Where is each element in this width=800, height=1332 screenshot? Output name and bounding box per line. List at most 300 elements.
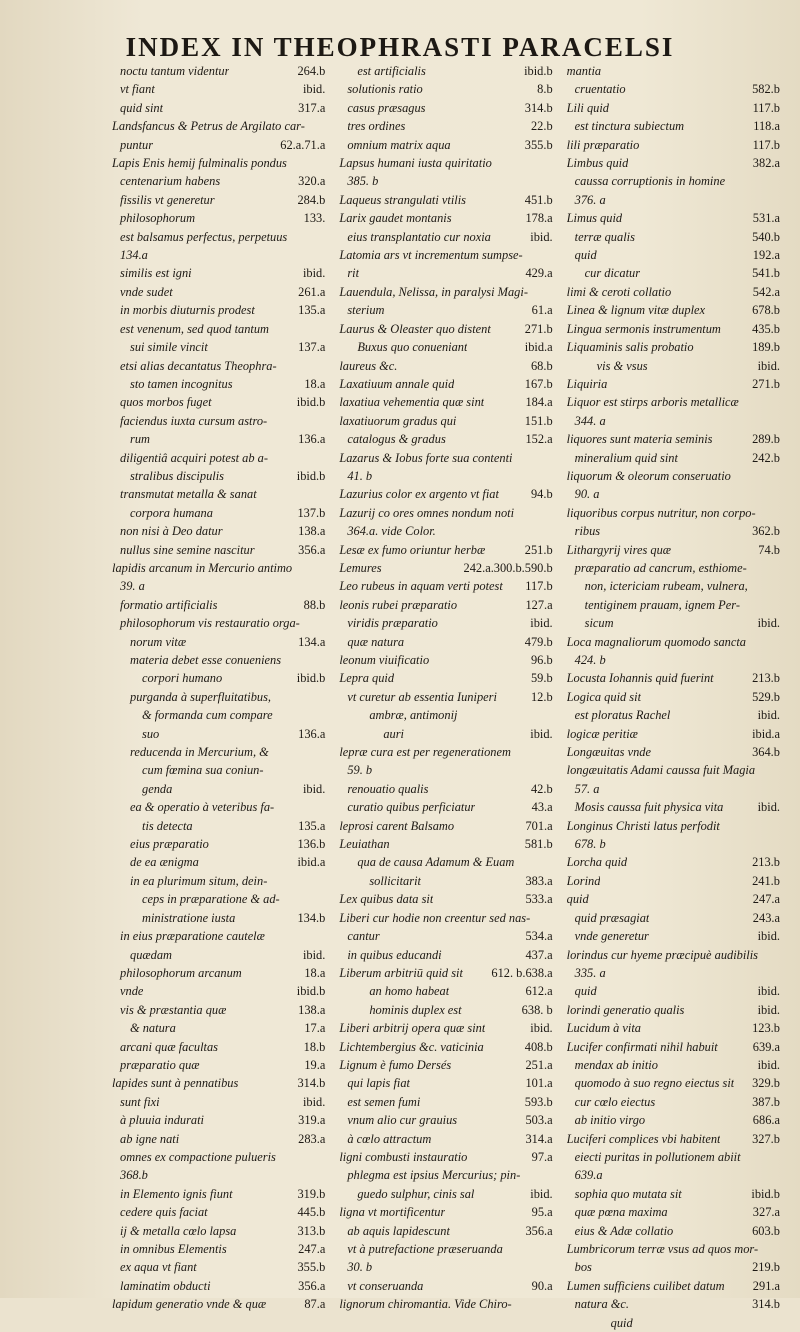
index-entry — [567, 1203, 780, 1221]
index-entry — [567, 1185, 780, 1203]
index-entry — [112, 725, 325, 743]
index-entry — [339, 99, 552, 117]
entry-page-ref: 134.a — [298, 634, 326, 649]
entry-term: ab igne nati — [120, 1131, 180, 1146]
entry-term: Lazarus & Iobus forte sua contenti — [339, 450, 513, 465]
index-entry — [339, 927, 552, 945]
index-entry — [339, 1074, 552, 1092]
entry-term: quid — [574, 248, 597, 263]
entry-page-ref: 271.b — [524, 321, 553, 336]
entry-term: sui simile vincit — [130, 340, 208, 355]
entry-term: solutionis ratio — [347, 82, 423, 97]
entry-page-ref: 314.b — [297, 1076, 326, 1091]
index-entry — [567, 596, 780, 614]
index-entry — [567, 688, 780, 706]
index-entry — [112, 614, 325, 632]
entry-page-ref: 327.a — [752, 1205, 780, 1220]
entry-term: est balsamus perfectus, perpetuus — [120, 229, 288, 244]
entry-page-ref: 88.b — [303, 597, 326, 612]
entry-page-ref: ibid. — [302, 82, 326, 97]
index-entry — [567, 467, 780, 485]
index-entry — [567, 430, 780, 448]
entry-term: ea & operatio à veteribus fa- — [130, 800, 275, 815]
entry-term: 385. b — [347, 174, 379, 189]
entry-term: renouatio qualis — [347, 781, 429, 796]
entry-page-ref: 136.a — [298, 726, 326, 741]
entry-term: purganda à superfluitatibus, — [130, 689, 272, 704]
index-entry — [567, 743, 780, 761]
entry-term: fissilis vt generetur — [120, 192, 215, 207]
entry-term: eius præparatio — [130, 837, 209, 852]
entry-term: quid — [566, 892, 589, 907]
index-entry — [567, 62, 780, 80]
index-entry — [567, 559, 780, 577]
entry-term: 639.a — [574, 1168, 603, 1183]
index-entry — [567, 1148, 780, 1166]
entry-term: non, ictericiam rubeam, vulnera, — [584, 579, 748, 594]
entry-term: Lucifer confirmati nihil habuit — [566, 1039, 718, 1054]
entry-term: mineralium quid sint — [574, 450, 678, 465]
entry-page-ref: 189.b — [752, 340, 780, 355]
entry-term: eiecti puritas in pollutionem abiit — [574, 1149, 741, 1164]
entry-term: lapidis arcanum in Mercurio antimo — [112, 560, 293, 575]
entry-term: genda — [142, 781, 173, 796]
entry-page-ref: 167.b — [524, 376, 553, 391]
entry-term: Logica quid sit — [566, 689, 642, 704]
entry-term: quæ pœna maxima — [574, 1205, 668, 1220]
index-entry — [112, 982, 325, 1000]
index-entry — [339, 522, 552, 540]
entry-term: Liberum arbitriū quid sit — [339, 965, 463, 980]
index-entry — [112, 1203, 325, 1221]
entry-term: logicæ peritiæ — [566, 726, 638, 741]
index-entry — [567, 1222, 780, 1240]
index-entry — [112, 596, 325, 614]
entry-term: 134.a — [120, 248, 148, 263]
entry-term: qua de causa Adamum & Euam — [357, 855, 515, 870]
entry-page-ref: 542.a — [752, 284, 780, 299]
entry-page-ref: 319.a — [298, 1113, 326, 1128]
entry-page-ref: 314.b — [752, 1297, 780, 1312]
entry-term: 335. a — [574, 965, 606, 980]
entry-page-ref: 90.a — [531, 1278, 553, 1293]
entry-page-ref: 283.a — [298, 1131, 326, 1146]
index-entry — [567, 136, 780, 154]
entry-term: Lex quibus data sit — [339, 892, 434, 907]
entry-page-ref: 62.a.71.a — [280, 137, 326, 152]
entry-page-ref: 445.b — [297, 1205, 326, 1220]
index-entry — [339, 338, 552, 356]
index-entry — [339, 80, 552, 98]
index-entry — [567, 412, 780, 430]
entry-term: quid — [574, 984, 597, 999]
entry-term: diligentiâ acquiri potest ab a- — [120, 450, 268, 465]
index-entry — [112, 136, 325, 154]
entry-term: hominis duplex est — [369, 1002, 462, 1017]
entry-page-ref: 355.b — [297, 1260, 326, 1275]
index-entry — [339, 62, 552, 80]
index-entry — [112, 283, 325, 301]
index-entry — [567, 1314, 780, 1332]
entry-term: in quibus educandi — [347, 947, 442, 962]
entry-term: quædam — [130, 947, 172, 962]
entry-page-ref: 612. b.638.a — [491, 965, 553, 980]
entry-page-ref: 593.b — [524, 1094, 553, 1109]
index-columns — [112, 62, 780, 1332]
entry-page-ref: 17.a — [304, 1021, 326, 1036]
entry-term: terræ qualis — [574, 229, 635, 244]
entry-page-ref: ibid. — [530, 726, 553, 741]
entry-term: caussa corruptionis in homine — [574, 174, 726, 189]
index-entry — [112, 1019, 325, 1037]
entry-page-ref: 291.a — [752, 1278, 780, 1293]
entry-term: Longæuitas vnde — [566, 745, 651, 760]
entry-page-ref: 364.b — [752, 745, 780, 760]
index-entry — [339, 301, 552, 319]
entry-page-ref: 639.a — [752, 1039, 780, 1054]
entry-term: mendax ab initio — [574, 1057, 658, 1072]
entry-term: 678. b — [574, 837, 606, 852]
entry-page-ref: 137.a — [298, 340, 326, 355]
index-entry — [339, 890, 552, 908]
index-entry — [339, 246, 552, 264]
index-entry — [339, 780, 552, 798]
entry-page-ref: 118.a — [753, 119, 780, 134]
index-entry — [112, 1222, 325, 1240]
entry-term: norum vitæ — [130, 634, 187, 649]
entry-term: in omnibus Elementis — [120, 1242, 227, 1256]
entry-page-ref: 540.b — [752, 229, 780, 244]
entry-term: puntur — [120, 137, 154, 152]
entry-page-ref: ibid.a — [752, 726, 780, 741]
index-entry — [339, 651, 552, 669]
entry-page-ref: ibid.a — [297, 855, 326, 870]
index-entry — [339, 1019, 552, 1037]
entry-page-ref: ibid.a — [524, 340, 553, 355]
entry-term: ambræ, antimonij — [369, 708, 458, 723]
entry-term: in Elemento ignis fiunt — [120, 1186, 233, 1201]
entry-term: leonum viuificatio — [339, 653, 430, 667]
entry-page-ref: 541.b — [752, 266, 780, 281]
entry-term: Limus quid — [566, 211, 623, 226]
index-entry — [567, 909, 780, 927]
index-entry — [339, 964, 552, 982]
entry-page-ref: 387.b — [752, 1094, 780, 1109]
index-entry — [567, 835, 780, 853]
entry-page-ref: 362.b — [752, 524, 780, 539]
entry-page-ref: 94.b — [530, 487, 553, 502]
entry-page-ref: 531.a — [752, 211, 780, 226]
index-entry — [339, 393, 552, 411]
index-entry — [112, 320, 325, 338]
index-entry — [112, 964, 325, 982]
entry-page-ref: 8.b — [537, 82, 553, 97]
entry-page-ref: 242.a.300.b.590.b — [463, 560, 553, 575]
index-entry — [112, 946, 325, 964]
entry-page-ref: ibid. — [757, 1002, 780, 1017]
index-entry — [567, 946, 780, 964]
index-entry — [567, 780, 780, 798]
entry-page-ref: ibid.b — [296, 395, 326, 410]
index-entry — [112, 485, 325, 503]
entry-term: Lichtembergius &c. vaticinia — [339, 1039, 484, 1054]
entry-term: faciendus iuxta cursum astro- — [120, 413, 268, 428]
entry-page-ref: 95.a — [531, 1205, 553, 1220]
entry-term: centenarium habens — [120, 174, 221, 189]
entry-term: est tinctura subiectum — [574, 119, 685, 134]
entry-term: liquorum & oleorum conseruatio — [566, 468, 731, 483]
index-entry — [112, 301, 325, 319]
index-entry — [567, 725, 780, 743]
entry-term: 364.a. vide Color. — [347, 524, 436, 539]
entry-term: ministratione iusta — [142, 910, 236, 925]
entry-page-ref: 117.b — [525, 579, 553, 594]
entry-page-ref: 241.b — [752, 873, 780, 888]
index-entry — [567, 117, 780, 135]
index-entry — [112, 99, 325, 117]
entry-page-ref: 136.a — [298, 432, 326, 447]
entry-term: tis detecta — [142, 818, 193, 833]
index-entry — [567, 1056, 780, 1074]
entry-page-ref: ibid.b — [296, 468, 326, 483]
index-entry — [339, 817, 552, 835]
index-entry — [339, 357, 552, 375]
index-entry — [567, 99, 780, 117]
index-entry — [112, 449, 325, 467]
index-entry — [339, 688, 552, 706]
entry-term: & natura — [130, 1021, 176, 1036]
index-entry — [339, 1166, 552, 1184]
entry-page-ref: 138.a — [298, 1002, 326, 1017]
entry-page-ref: 289.b — [752, 432, 780, 447]
index-entry — [567, 1001, 780, 1019]
entry-term: curatio quibus perficiatur — [347, 800, 476, 815]
entry-term: ribus — [574, 524, 601, 539]
entry-term: ab aquis lapidescunt — [347, 1223, 450, 1238]
index-entry — [339, 1148, 552, 1166]
entry-term: de ea ænigma — [130, 855, 199, 870]
entry-page-ref: 97.a — [531, 1149, 553, 1164]
entry-page-ref: 61.a — [531, 303, 553, 318]
entry-page-ref: 356.a — [298, 542, 326, 557]
index-entry — [567, 1277, 780, 1295]
index-entry — [339, 1240, 552, 1258]
entry-term: cum fœmina sua coniun- — [142, 763, 264, 778]
entry-term: quid — [610, 1315, 633, 1330]
entry-term: lili præparatio — [566, 137, 640, 152]
index-entry — [112, 1148, 325, 1166]
index-column-1 — [112, 62, 325, 1332]
entry-page-ref: 178.a — [525, 211, 553, 226]
entry-term: philosophorum — [120, 211, 196, 226]
index-entry — [339, 430, 552, 448]
entry-term: guedo sulphur, cinis sal — [357, 1186, 475, 1201]
index-entry — [567, 301, 780, 319]
index-entry — [339, 835, 552, 853]
entry-page-ref: 355.b — [524, 137, 553, 152]
entry-page-ref: 437.a — [525, 947, 553, 962]
index-entry — [339, 743, 552, 761]
entry-term: ij & metalla cœlo lapsa — [120, 1223, 237, 1238]
index-entry — [339, 872, 552, 890]
index-column-2 — [339, 62, 552, 1332]
entry-term: Linea & lignum vitæ duplex — [566, 303, 706, 318]
index-entry — [112, 246, 325, 264]
entry-term: est semen fumi — [347, 1094, 421, 1109]
entry-term: vnde sudet — [120, 284, 173, 299]
index-entry — [112, 780, 325, 798]
entry-term: corpora humana — [130, 505, 213, 520]
index-entry — [112, 1130, 325, 1148]
entry-page-ref: 117.b — [752, 137, 780, 152]
index-entry — [112, 927, 325, 945]
entry-page-ref: 678.b — [752, 303, 780, 318]
entry-term: tres ordines — [347, 119, 406, 134]
entry-term: non nisi à Deo datur — [120, 524, 223, 539]
index-entry — [567, 798, 780, 816]
index-entry — [339, 614, 552, 632]
entry-term: Lumbricorum terræ vsus ad quos mor- — [566, 1242, 759, 1256]
index-entry — [339, 577, 552, 595]
index-entry — [567, 1074, 780, 1092]
index-entry — [112, 817, 325, 835]
entry-page-ref: 356.a — [525, 1223, 553, 1238]
entry-page-ref: ibid. — [302, 947, 326, 962]
entry-term: vnde generetur — [574, 929, 649, 944]
index-entry — [339, 412, 552, 430]
entry-term: natura &c. — [574, 1297, 630, 1312]
entry-page-ref: 529.b — [752, 689, 780, 704]
entry-term: cur dicatur — [584, 266, 641, 281]
entry-term: Lorind — [566, 873, 601, 888]
index-entry — [339, 798, 552, 816]
index-entry — [112, 1093, 325, 1111]
index-entry — [339, 1203, 552, 1221]
entry-term: Buxus quo conueniant — [357, 340, 468, 355]
entry-page-ref: ibid. — [757, 616, 780, 631]
entry-term: vt curetur ab essentia Iuniperi — [347, 689, 497, 704]
entry-term: laxatiua vehementia quæ sint — [339, 395, 485, 410]
entry-term: ligni combusti instauratio — [339, 1149, 468, 1164]
index-entry — [112, 430, 325, 448]
index-entry — [567, 80, 780, 98]
entry-term: philosophorum arcanum — [120, 965, 242, 980]
index-entry — [339, 154, 552, 172]
entry-page-ref: 284.b — [297, 192, 326, 207]
entry-term: reducenda in Mercurium, & — [130, 745, 269, 760]
entry-term: cantur — [347, 929, 380, 944]
index-entry — [112, 633, 325, 651]
entry-page-ref: 251.b — [524, 542, 553, 557]
index-entry — [567, 872, 780, 890]
entry-page-ref: ibid. — [302, 266, 326, 281]
entry-term: est venenum, sed quod tantum — [120, 321, 270, 336]
entry-term: Locusta Iohannis quid fuerint — [566, 671, 714, 686]
index-entry — [112, 375, 325, 393]
index-entry — [567, 706, 780, 724]
index-entry — [339, 504, 552, 522]
entry-term: Laurus & Oleaster quo distent — [339, 321, 491, 336]
index-entry — [567, 1111, 780, 1129]
entry-term: in eius præparatione cautelæ — [120, 929, 265, 944]
entry-term: sterium — [347, 303, 385, 318]
index-entry — [112, 1111, 325, 1129]
index-entry — [339, 1001, 552, 1019]
index-entry — [112, 909, 325, 927]
entry-term: limi & ceroti collatio — [566, 284, 672, 299]
index-entry — [567, 853, 780, 871]
entry-term: Lazurij co ores omnes nondum noti — [339, 505, 515, 520]
entry-term: Liquaminis salis probatio — [566, 340, 694, 355]
entry-term: 59. b — [347, 763, 373, 778]
entry-term: Luciferi complices vbi habitent — [566, 1131, 721, 1146]
index-entry — [112, 853, 325, 871]
entry-page-ref: 247.a — [298, 1242, 326, 1256]
index-entry — [339, 706, 552, 724]
entry-term: 41. b — [347, 468, 373, 483]
entry-page-ref: 533.a — [525, 892, 553, 907]
index-entry — [339, 449, 552, 467]
entry-page-ref: 435.b — [752, 321, 780, 336]
entry-term: noctu tantum videntur — [120, 64, 230, 78]
entry-page-ref: 686.a — [752, 1113, 780, 1128]
index-entry — [112, 688, 325, 706]
index-entry — [567, 982, 780, 1000]
index-entry — [112, 172, 325, 190]
index-entry — [112, 62, 325, 80]
entry-term: Lucidum à vita — [566, 1021, 641, 1036]
index-entry — [567, 375, 780, 393]
entry-term: laminatim obducti — [120, 1278, 211, 1293]
index-entry — [339, 1111, 552, 1129]
index-entry — [112, 1185, 325, 1203]
entry-term: Larix gaudet montanis — [339, 211, 452, 226]
index-entry — [339, 375, 552, 393]
entry-page-ref: 581.b — [524, 837, 553, 852]
index-entry — [339, 669, 552, 687]
entry-page-ref: 317.a — [298, 100, 326, 115]
index-entry — [339, 1038, 552, 1056]
index-entry — [112, 1240, 325, 1258]
index-entry — [112, 1074, 325, 1092]
index-entry — [339, 467, 552, 485]
entry-term: Mosis caussa fuit physica vita — [574, 800, 724, 815]
index-entry — [567, 890, 780, 908]
index-entry — [339, 1222, 552, 1240]
entry-page-ref: ibid.b — [296, 671, 326, 686]
entry-term: Liberi cur hodie non creentur sed nas- — [339, 910, 531, 925]
index-entry — [567, 1038, 780, 1056]
entry-page-ref: ibid. — [757, 708, 780, 723]
entry-term: laxatiuorum gradus qui — [339, 413, 457, 428]
entry-term: omnium matrix aqua — [347, 137, 451, 152]
index-entry — [112, 669, 325, 687]
index-entry — [567, 817, 780, 835]
entry-term: Lithargyrij vires quæ — [566, 542, 672, 557]
entry-term: Lignum è fumo Dersés — [339, 1057, 452, 1072]
index-entry — [567, 320, 780, 338]
entry-term: Liquiria — [566, 376, 608, 391]
entry-page-ref: 251.a — [525, 1057, 553, 1072]
index-entry — [112, 154, 325, 172]
entry-term: Lazurius color ex argento vt fiat — [339, 487, 499, 502]
index-entry — [112, 1056, 325, 1074]
entry-term: arcani quæ facultas — [120, 1039, 218, 1054]
index-entry — [339, 725, 552, 743]
entry-page-ref: 137.b — [297, 505, 326, 520]
index-entry — [112, 191, 325, 209]
entry-term: Liberi arbitrij opera quæ sint — [339, 1021, 486, 1036]
